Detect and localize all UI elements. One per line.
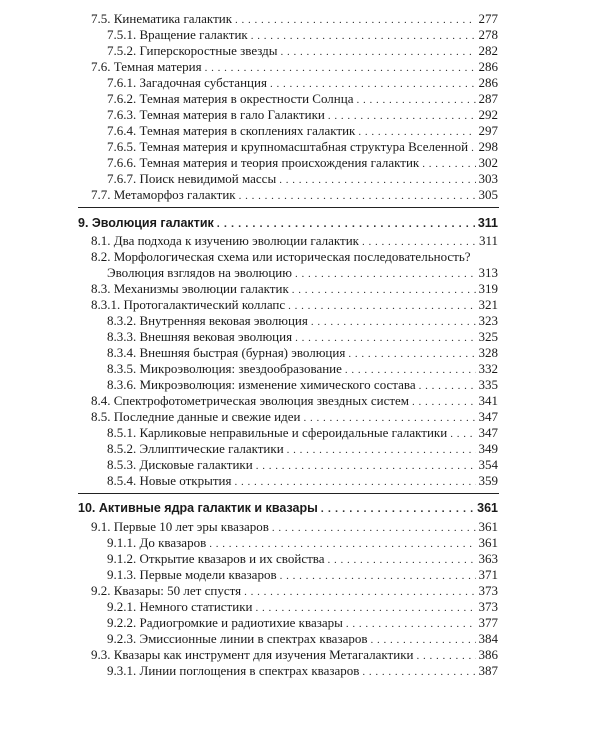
toc-label: 7.6. Темная материя xyxy=(91,59,202,74)
toc-leader xyxy=(450,425,475,442)
toc-entry-8-3-3 xyxy=(107,329,498,345)
toc-page-number: 277 xyxy=(478,11,498,26)
toc-leader xyxy=(272,519,476,536)
toc-page-number: 377 xyxy=(478,615,498,630)
toc-label: 9.1.2. Открытие квазаров и их свойства xyxy=(107,551,325,566)
toc-leader xyxy=(209,535,475,552)
toc-page-number: 278 xyxy=(478,27,498,42)
toc-page-number: 354 xyxy=(478,457,498,472)
toc-page-number: 311 xyxy=(478,233,498,248)
toc-leader xyxy=(304,409,476,426)
toc-label: 8.3.6. Микроэволюция: изменение химического состава xyxy=(107,377,416,392)
toc-leader xyxy=(412,393,475,410)
toc-entry-8-3-6 xyxy=(107,377,498,393)
toc-label: 8.2. Морфологическая схема или историческая последовательность? xyxy=(91,249,471,264)
toc-page-number: 319 xyxy=(478,281,498,296)
toc-entry-7-6 xyxy=(91,59,498,75)
toc-leader xyxy=(292,281,476,298)
toc-label: 8.3.4. Внешняя быстрая (бурная) эволюция xyxy=(107,345,346,360)
toc-entry-8-2 xyxy=(91,249,498,265)
toc-leader xyxy=(422,155,475,172)
toc-label: 8.5. Последние данные и свежие идеи xyxy=(91,409,301,424)
toc-leader xyxy=(205,59,476,76)
toc-leader xyxy=(281,43,476,60)
toc-entry-8-3 xyxy=(91,281,498,297)
toc-page-number: 347 xyxy=(478,425,498,440)
toc-page-number: 349 xyxy=(478,441,498,456)
toc-page-number: 321 xyxy=(478,297,498,312)
toc-leader xyxy=(255,599,475,616)
toc-leader xyxy=(328,551,476,568)
section-divider xyxy=(78,493,499,494)
toc-leader xyxy=(288,297,475,314)
toc-entry-7-6-5 xyxy=(107,139,498,155)
toc-page-number: 297 xyxy=(478,123,498,138)
toc-page-number: 328 xyxy=(478,345,498,360)
toc-leader xyxy=(356,91,475,108)
toc-leader xyxy=(234,473,475,490)
toc-label: 9.2.2. Радиогромкие и радиотихие квазары xyxy=(107,615,343,630)
toc-leader xyxy=(345,361,476,378)
toc-label: 7.5.1. Вращение галактик xyxy=(107,27,248,42)
toc-entry-9-1-2 xyxy=(107,551,498,567)
toc-label: 8.3. Механизмы эволюции галактик xyxy=(91,281,289,296)
toc-leader xyxy=(346,615,476,632)
toc-entry-9-2 xyxy=(91,583,498,599)
toc-leader xyxy=(244,583,475,600)
toc-entry-7-6-7 xyxy=(107,171,498,187)
toc-page-number: 371 xyxy=(478,567,498,582)
toc-page-number: 305 xyxy=(478,187,498,202)
toc-leader xyxy=(321,500,474,517)
toc-page-number: 359 xyxy=(478,473,498,488)
toc-entry-9-2-1 xyxy=(107,599,498,615)
toc-label: 8.5.3. Дисковые галактики xyxy=(107,457,253,472)
toc-page-number: 303 xyxy=(478,171,498,186)
toc-label: 8.5.4. Новые открытия xyxy=(107,473,232,488)
toc-leader xyxy=(348,345,475,362)
toc-leader xyxy=(287,441,476,458)
toc-label: Эволюция взглядов на эволюцию xyxy=(107,265,292,280)
toc-label: 7.6.4. Темная материя в скоплениях галактик xyxy=(107,123,356,138)
toc-leader xyxy=(362,663,475,680)
toc-label: 7.5.2. Гиперскоростные звезды xyxy=(107,43,278,58)
toc-entry-8-3-4 xyxy=(107,345,498,361)
toc-entry-9-1-1 xyxy=(107,535,498,551)
toc-entry-7-6-2 xyxy=(107,91,498,107)
toc-label: 9.1.1. До квазаров xyxy=(107,535,207,550)
toc-leader xyxy=(311,313,476,330)
toc-leader xyxy=(270,75,476,92)
toc-entry-8-3-2 xyxy=(107,313,498,329)
toc-entry-9-1 xyxy=(91,519,498,535)
toc-entry-7-6-6 xyxy=(107,155,498,171)
toc-label: 8.5.2. Эллиптические галактики xyxy=(107,441,284,456)
toc-page-number: 313 xyxy=(478,265,498,280)
toc-label: 9.3. Квазары как инструмент для изучения Метагалактики xyxy=(91,647,414,662)
toc-page-number: 298 xyxy=(478,139,498,154)
toc-leader xyxy=(362,233,476,250)
toc-entry-9-3 xyxy=(91,647,498,663)
toc-page-number: 347 xyxy=(478,409,498,424)
toc-label: 10. Активные ядра галактик и квазары xyxy=(78,501,318,515)
toc-label: 9.1. Первые 10 лет эры квазаров xyxy=(91,519,269,534)
toc-label: 9.3.1. Линии поглощения в спектрах квазаров xyxy=(107,663,360,678)
toc-entry-7-5-2 xyxy=(107,43,498,59)
toc-entry-8-1 xyxy=(91,233,498,249)
toc-leader xyxy=(295,329,475,346)
section-divider xyxy=(78,207,499,208)
toc-label: 8.5.1. Карликовые неправильные и сфероидальные галактики xyxy=(107,425,448,440)
toc-leader xyxy=(279,171,475,188)
toc-label: 8.1. Два подхода к изучению эволюции галактик xyxy=(91,233,359,248)
toc-label: 7.6.1. Загадочная субстанция xyxy=(107,75,267,90)
toc-page-number: 311 xyxy=(477,216,498,230)
toc-page-number: 361 xyxy=(478,535,498,550)
toc-entry-7-6-4 xyxy=(107,123,498,139)
toc-entry-8-5 xyxy=(91,409,498,425)
toc-entry-8-5-3 xyxy=(107,457,498,473)
toc-chapter-9 xyxy=(78,215,498,231)
toc-leader xyxy=(217,215,475,232)
toc-label: 8.3.1. Протогалактический коллапс xyxy=(91,297,286,312)
toc-page-number: 286 xyxy=(478,59,498,74)
toc-label: 7.6.2. Темная материя в окрестности Солнца xyxy=(107,91,354,106)
toc-leader xyxy=(370,631,475,648)
toc-entry-8-5-4 xyxy=(107,473,498,489)
toc-page-number: 373 xyxy=(478,599,498,614)
toc-leader xyxy=(295,265,476,282)
toc-leader xyxy=(416,647,475,664)
toc-page-number: 286 xyxy=(478,75,498,90)
toc-label: 8.3.3. Внешняя вековая эволюция xyxy=(107,329,293,344)
toc-entry-8-2-continued xyxy=(107,265,498,281)
toc-leader xyxy=(235,11,475,28)
toc-entry-8-3-5 xyxy=(107,361,498,377)
toc-page-number: 361 xyxy=(478,519,498,534)
toc-label: 7.6.5. Темная материя и крупномасштабная структура Вселенной xyxy=(107,139,469,154)
toc-leader xyxy=(471,139,475,156)
toc-entry-7-6-1 xyxy=(107,75,498,91)
toc-entry-8-5-2 xyxy=(107,441,498,457)
toc-entry-9-3-1 xyxy=(107,663,498,679)
toc-page-number: 384 xyxy=(478,631,498,646)
toc-label: 9.1.3. Первые модели квазаров xyxy=(107,567,277,582)
toc-page-number: 335 xyxy=(478,377,498,392)
toc-page-number: 302 xyxy=(478,155,498,170)
toc-page-number: 387 xyxy=(478,663,498,678)
toc-page-number: 386 xyxy=(478,647,498,662)
toc-label: 8.3.2. Внутренняя вековая эволюция xyxy=(107,313,308,328)
toc-leader xyxy=(358,123,475,140)
toc-entry-7-7 xyxy=(91,187,498,203)
toc-entry-9-1-3 xyxy=(107,567,498,583)
toc-leader xyxy=(280,567,476,584)
toc-label: 7.6.7. Поиск невидимой массы xyxy=(107,171,277,186)
toc-page-number: 332 xyxy=(478,361,498,376)
toc-entry-7-5 xyxy=(91,11,498,27)
toc-label: 9.2. Квазары: 50 лет спустя xyxy=(91,583,242,598)
toc-page-number: 363 xyxy=(478,551,498,566)
toc-entry-7-5-1 xyxy=(107,27,498,43)
toc-page-number: 341 xyxy=(478,393,498,408)
toc-page-number: 361 xyxy=(477,501,498,515)
toc-entry-8-3-1 xyxy=(91,297,498,313)
toc-page-number: 325 xyxy=(478,329,498,344)
toc-label: 7.6.6. Темная материя и теория происхождения галактик xyxy=(107,155,420,170)
toc-page-number: 282 xyxy=(478,43,498,58)
toc-label: 8.3.5. Микроэволюция: звездообразование xyxy=(107,361,342,376)
toc-page-number: 292 xyxy=(478,107,498,122)
toc-leader xyxy=(239,187,476,204)
toc-page-number: 287 xyxy=(478,91,498,106)
toc-label: 9.2.1. Немного статистики xyxy=(107,599,253,614)
toc-leader xyxy=(251,27,476,44)
toc-label: 9. Эволюция галактик xyxy=(78,216,214,230)
toc-label: 7.7. Метаморфоз галактик xyxy=(91,187,236,202)
toc-chapter-10 xyxy=(78,500,498,516)
toc-entry-9-2-3 xyxy=(107,631,498,647)
toc-entry-8-4 xyxy=(91,393,498,409)
toc-label: 7.5. Кинематика галактик xyxy=(91,11,233,26)
toc-leader xyxy=(419,377,476,394)
toc-entry-8-5-1 xyxy=(107,425,498,441)
toc-leader xyxy=(328,107,476,124)
toc-page-number: 323 xyxy=(478,313,498,328)
toc-leader xyxy=(256,457,476,474)
toc-label: 8.4. Спектрофотометрическая эволюция звездных систем xyxy=(91,393,410,408)
toc-label: 7.6.3. Темная материя в гало Галактики xyxy=(107,107,325,122)
toc-label: 9.2.3. Эмиссионные линии в спектрах квазаров xyxy=(107,631,368,646)
toc-entry-7-6-3 xyxy=(107,107,498,123)
toc-page-number: 373 xyxy=(478,583,498,598)
toc-entry-9-2-2 xyxy=(107,615,498,631)
